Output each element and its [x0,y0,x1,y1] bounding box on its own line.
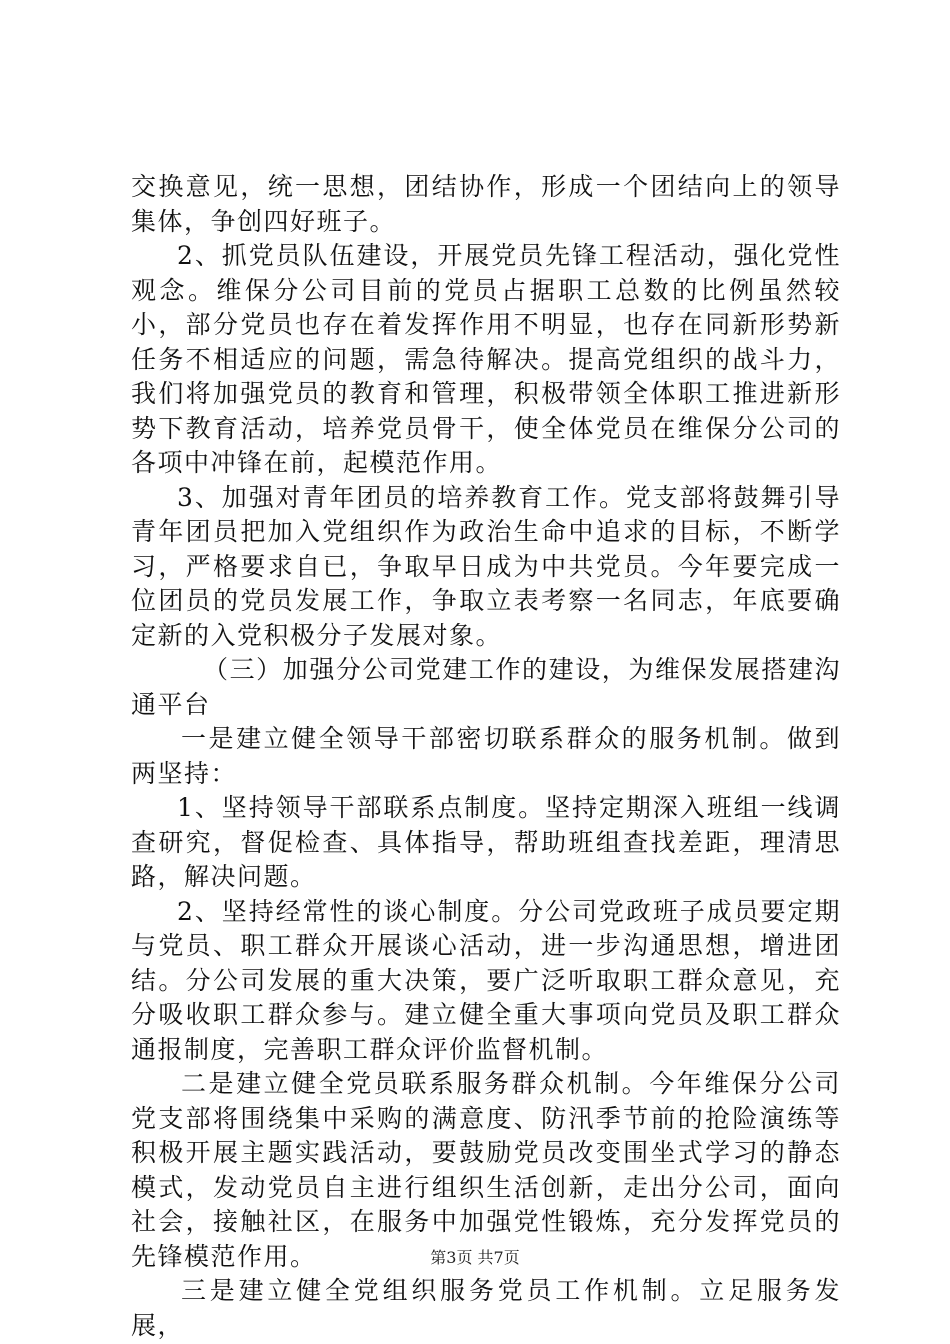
page-number: 第3页 共7页 [430,1248,520,1267]
paragraph-point-3: 三是建立健全党组织服务党员工作机制。立足服务发展， [131,1276,841,1340]
paragraph-point-2: 二是建立健全党员联系服务群众机制。今年维保分公司党支部将围绕集中采购的满意度、防汛季节前的抢险演练等积极开展主题实践活动，要鼓励党员改变围坐式学习的静态模式，发动党员自主进行组织生活创新，走出分公司，面向社会，接触社区，在服务中加强党性锻炼，充分发挥党员的先锋模范作用。 [131,1069,841,1271]
paragraph-item-2: 2、抓党员队伍建设，开展党员先锋工程活动，强化党性观念。维保分公司目前的党员占据职工总数的比例虽然较小，部分党员也存在着发挥作用不明显，也存在同新形势新任务不相适应的问题，需急待解决。提高党组织的战斗力，我们将加强党员的教育和管理，积极带领全体职工推进新形势下教育活动，培养党员骨干，使全体党员在维保分公司的各项中冲锋在前，起模范作用。 [131,241,841,477]
paragraph-point-1: 一是建立健全领导干部密切联系群众的服务机制。做到两坚持： [131,724,841,788]
document-body [131,170,841,1343]
paragraph-sub-2: 2、坚持经常性的谈心制度。分公司党政班子成员要定期与党员、职工群众开展谈心活动，进一步沟通思想，增进团结。分公司发展的重大决策，要广泛听取职工群众意见，充分吸收职工群众参与。建立健全重大事项向党员及职工群众通报制度，完善职工群众评价监督机制。 [131,896,841,1064]
paragraph-continuation: 交换意见，统一思想，团结协作，形成一个团结向上的领导集体，争创四好班子。 [131,172,841,236]
section-heading-3: （三）加强分公司党建工作的建设，为维保发展搭建沟通平台 [131,655,841,719]
paragraph-sub-1: 1、坚持领导干部联系点制度。坚持定期深入班组一线调查研究，督促检查、具体指导，帮助班组查找差距，理清思路，解决问题。 [131,793,841,891]
paragraph-item-3: 3、加强对青年团员的培养教育工作。党支部将鼓舞引导青年团员把加入党组织作为政治生命中追求的目标，不断学习，严格要求自已，争取早日成为中共党员。今年要完成一位团员的党员发展工作，争取立表考察一名同志，年底要确定新的入党积极分子发展对象。 [131,482,841,650]
